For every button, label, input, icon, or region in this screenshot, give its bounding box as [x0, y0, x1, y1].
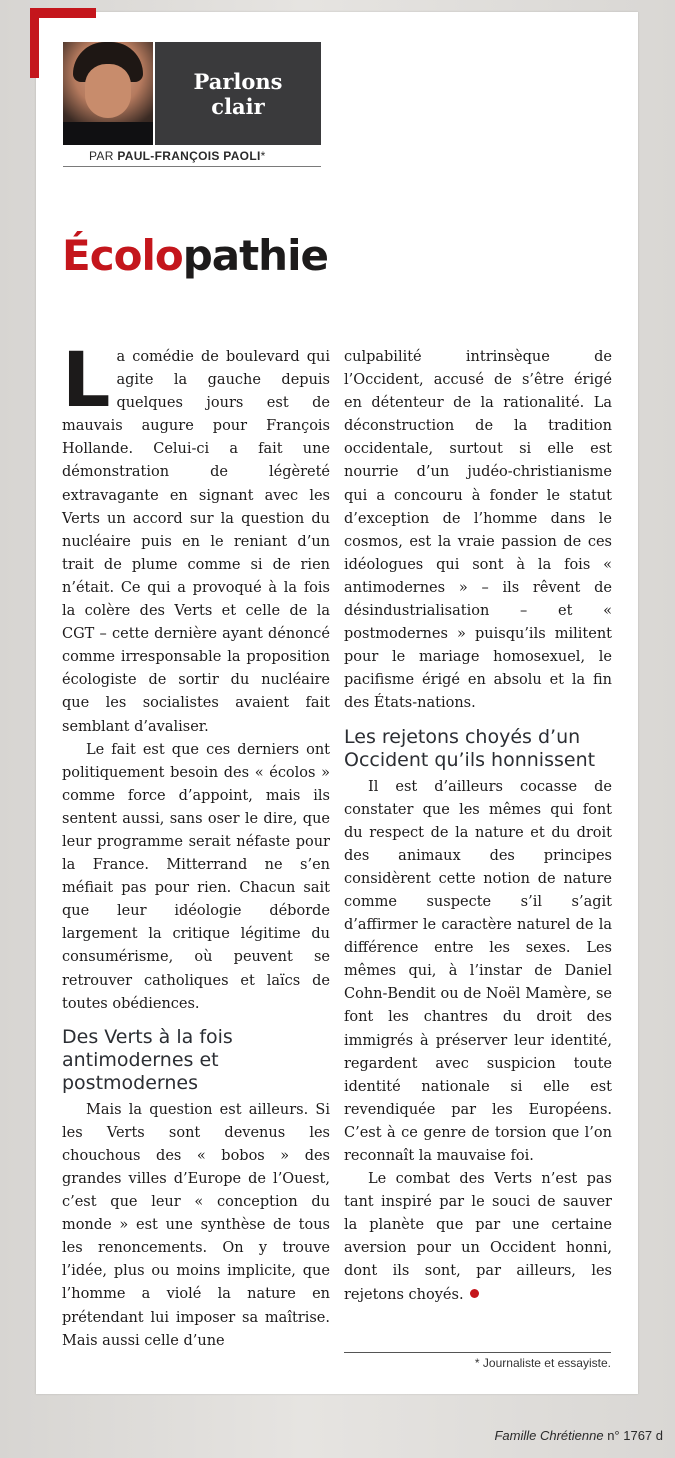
paragraph-3: Mais la question est ailleurs. Si les Verts sont devenus les chouchous des « bobos » des grandes villes d’Europe de l’Ouest, c’est que leur « conception du monde » est une synthèse de tous les renoncements. On y trouve l’idée, plus ou moins implicite, que l’homme a violé la nature en prétendant lui imposer sa maîtrise. Mais aussi celle d’une: [62, 1101, 330, 1349]
byline-divider: [63, 166, 321, 167]
subheading-1: Des Verts à la fois antimodernes et postmodernes: [62, 1025, 233, 1094]
article-column-left: [62, 335, 330, 1353]
author-photo-shirt: [63, 122, 153, 145]
author-photo: [63, 42, 153, 145]
paragraph-6-text: Le combat des Verts n’est pas tant inspiré par le souci de sauver la planète que par une certaine aversion pour un Occident honni, dont ils sont, par ailleurs, les rejetons choyés.: [344, 1171, 612, 1303]
article-title-red: Écolo: [62, 231, 183, 280]
corner-accent-vertical: [30, 8, 39, 78]
author-photo-face: [85, 64, 131, 118]
end-mark-icon: [470, 1289, 479, 1298]
footnote: * Journaliste et essayiste.: [474, 1356, 611, 1370]
publication-name: Famille Chrétienne: [494, 1428, 604, 1443]
column-name: Parlons clair: [193, 68, 283, 119]
paragraph-6: [344, 1168, 612, 1307]
subheading-2: Les rejetons choyés d’un Occident qu’ils honnissent: [344, 725, 596, 771]
byline-prefix: PAR: [89, 149, 114, 163]
paragraph-5: Il est d’ailleurs cocasse de constater que les mêmes qui font du respect de la nature et du droit des animaux des principes considèrent cette notion de nature comme suspecte s’il s’agit d’affirmer le caractère naturel de la différence entre les sexes. Les mêmes qui, à l’instar de Daniel Cohn-Bendit ou de Noël Mamère, se font les chantres du droit des immigrés à préserver leur identité, regardent avec suspicion toute identité nationale si elle est revendiquée par les Européens. C’est à ce genre de torsion que l’on reconnaît la mauvaise foi.: [344, 778, 612, 1164]
author-mark: *: [260, 149, 266, 163]
drop-cap: L: [62, 335, 111, 424]
corner-accent-horizontal: [30, 8, 96, 18]
footnote-divider: [344, 1352, 611, 1353]
paragraph-1-text: a comédie de boulevard qui agite la gauche depuis quelques jours est de mauvais augure pour François Hollande. Celui-ci a fait une démonstration de légèreté extravagante en signant avec les Verts un accord sur la question du nucléaire puis en le reniant d’un trait de plume comme si de rien n’était. Ce qui a provoqué à la fois la colère des Verts et celle de la CGT – cette dernière ayant dénoncé comme irresponsable la proposition écologiste de sortir du nucléaire que les socialistes avaient fait semblant d’avaliser.: [62, 349, 330, 735]
article-title: [62, 230, 328, 282]
article-column-right: [344, 346, 612, 1307]
paragraph-1: [62, 335, 330, 739]
paragraph-4: culpabilité intrinsèque de l’Occident, accusé de s’être érigé en détenteur de la rationalité. La déconstruction de la tradition occidentale, surtout si elle est nourrie d’un judéo-christianisme qui a concouru à fonder le statut d’exception de l’homme dans le cosmos, est la vraie passion de ces idéologues qui sont à la fois « antimodernes » – ils rêvent de désindustrialisation – et « postmodernes » puisqu’ils militent pour le mariage homosexuel, le pacifisme érigé en absolu et la fin des États-nations.: [344, 349, 612, 712]
author-name: PAUL-FRANÇOIS PAOLI: [117, 149, 261, 163]
issue-number: n° 1767 d: [607, 1428, 663, 1443]
paragraph-2: Le fait est que ces derniers ont politiquement besoin des « écolos » comme force d’appoint, mais ils sentent aussi, sans oser le dire, que leur programme serait néfaste pour la France. Mitterrand ne s’en méfiait pas pour rien. Chacun sait que leur idéologie déborde largement la critique légitime du consumérisme, où peuvent se retrouver catholiques et laïcs de toutes obédiences.: [62, 741, 330, 1012]
byline: [89, 149, 322, 163]
article-title-dark: pathie: [182, 231, 328, 280]
column-name-box: [155, 42, 321, 145]
page-footer: [400, 1428, 663, 1443]
